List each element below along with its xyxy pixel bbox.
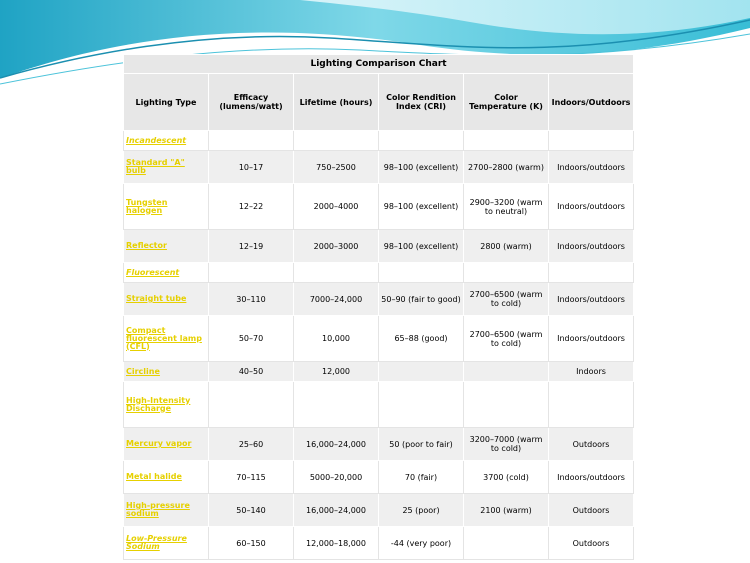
table-row [124,428,634,461]
color-temp-cell: 2700–6500 (warm to cold) [464,316,549,362]
lifetime-cell: 12,000 [294,362,379,382]
lighting-type-link[interactable]: Straight tube [126,294,187,303]
lifetime-cell [294,263,379,283]
lighting-type-link[interactable]: Tungsten halogen [126,197,168,215]
cri-cell: 50 (poor to fair) [379,428,464,461]
efficacy-cell: 12–19 [209,230,294,263]
lifetime-cell [294,382,379,428]
indoors-outdoors-cell: Indoors/outdoors [549,283,634,316]
color-temp-cell [464,362,549,382]
lifetime-cell: 12,000–18,000 [294,527,379,560]
table-row [124,494,634,527]
lighting-type-cell [124,151,209,184]
header-color-temperature: Color Temperature (K) [464,74,549,131]
indoors-outdoors-cell [549,131,634,151]
lighting-type-link[interactable]: Metal halide [126,472,182,481]
efficacy-cell: 60–150 [209,527,294,560]
header-indoors-outdoors: Indoors/Outdoors [549,74,634,131]
indoors-outdoors-cell: Outdoors [549,428,634,461]
lighting-type-link[interactable]: Reflector [126,241,167,250]
efficacy-cell: 40–50 [209,362,294,382]
lifetime-cell: 2000–3000 [294,230,379,263]
cri-cell: 25 (poor) [379,494,464,527]
efficacy-cell: 70–115 [209,461,294,494]
efficacy-cell: 25–60 [209,428,294,461]
lifetime-cell: 7000–24,000 [294,283,379,316]
lighting-type-cell [124,263,209,283]
lifetime-cell: 16,000–24,000 [294,428,379,461]
lifetime-cell: 750–2500 [294,151,379,184]
lighting-type-cell [124,461,209,494]
lighting-type-link[interactable]: High-pressure sodium [126,501,190,518]
lighting-type-link[interactable]: Fluorescent [126,267,180,277]
lighting-type-cell [124,131,209,151]
cri-cell: 50–90 (fair to good) [379,283,464,316]
lifetime-cell: 5000–20,000 [294,461,379,494]
color-temp-cell: 2900–3200 (warm to neutral) [464,184,549,230]
color-temp-cell: 3700 (cold) [464,461,549,494]
color-temp-cell [464,263,549,283]
efficacy-cell: 10–17 [209,151,294,184]
lighting-type-link[interactable]: Low-Pressure Sodium [126,534,187,551]
color-temp-cell [464,527,549,560]
lighting-type-cell [124,382,209,428]
header-lighting-type: Lighting Type [124,74,209,131]
table-row [124,283,634,316]
table-row [124,151,634,184]
lighting-type-cell [124,428,209,461]
header-efficacy: Efficacy (lumens/watt) [209,74,294,131]
cri-cell: 70 (fair) [379,461,464,494]
lifetime-cell: 2000–4000 [294,184,379,230]
color-temp-cell: 2100 (warm) [464,494,549,527]
efficacy-cell [209,263,294,283]
indoors-outdoors-cell: Indoors/outdoors [549,316,634,362]
lighting-type-cell [124,316,209,362]
efficacy-cell: 50–140 [209,494,294,527]
table-row [124,382,634,428]
color-temp-cell: 2700–6500 (warm to cold) [464,283,549,316]
lifetime-cell: 16,000–24,000 [294,494,379,527]
lighting-type-link[interactable]: Compact fluorescent lamp (CFL) [126,325,202,351]
efficacy-cell: 12–22 [209,184,294,230]
indoors-outdoors-cell: Indoors/outdoors [549,230,634,263]
cri-cell [379,382,464,428]
cri-cell: 65–88 (good) [379,316,464,362]
lighting-type-link[interactable]: Incandescent [126,135,187,145]
color-temp-cell: 2700–2800 (warm) [464,151,549,184]
efficacy-cell: 30–110 [209,283,294,316]
cri-cell: 98–100 (excellent) [379,184,464,230]
header-cri: Color Rendition Index (CRI) [379,74,464,131]
table-row [124,184,634,230]
efficacy-cell: 50–70 [209,316,294,362]
lighting-type-cell [124,494,209,527]
indoors-outdoors-cell [549,382,634,428]
indoors-outdoors-cell: Indoors/outdoors [549,461,634,494]
lighting-type-cell [124,230,209,263]
color-temp-cell: 3200–7000 (warm to cold) [464,428,549,461]
table-row [124,131,634,151]
table-row [124,263,634,283]
color-temp-cell [464,131,549,151]
table-row [124,230,634,263]
lifetime-cell: 10,000 [294,316,379,362]
color-temp-cell: 2800 (warm) [464,230,549,263]
efficacy-cell [209,131,294,151]
table-row [124,316,634,362]
lighting-type-link[interactable]: High-Intensity Discharge [126,395,191,413]
lighting-type-cell [124,527,209,560]
header-lifetime: Lifetime (hours) [294,74,379,131]
cri-cell: 98–100 (excellent) [379,230,464,263]
indoors-outdoors-cell: Outdoors [549,527,634,560]
lighting-type-link[interactable]: Standard "A" bulb [126,158,185,175]
lifetime-cell [294,131,379,151]
indoors-outdoors-cell [549,263,634,283]
indoors-outdoors-cell: Indoors/outdoors [549,151,634,184]
cri-cell [379,263,464,283]
lighting-comparison-table [123,54,634,560]
efficacy-cell [209,382,294,428]
cri-cell [379,131,464,151]
table-row [124,362,634,382]
cri-cell [379,362,464,382]
table-title: Lighting Comparison Chart [124,55,634,74]
table-row [124,527,634,560]
comparison-table-container [123,54,633,560]
lighting-type-link[interactable]: Mercury vapor [126,439,192,448]
indoors-outdoors-cell: Indoors/outdoors [549,184,634,230]
color-temp-cell [464,382,549,428]
lighting-type-cell [124,184,209,230]
lighting-type-cell [124,283,209,316]
lighting-type-link[interactable]: Circline [126,366,160,376]
lighting-type-cell [124,362,209,382]
indoors-outdoors-cell: Indoors [549,362,634,382]
table-row [124,461,634,494]
indoors-outdoors-cell: Outdoors [549,494,634,527]
cri-cell: 98–100 (excellent) [379,151,464,184]
cri-cell: -44 (very poor) [379,527,464,560]
